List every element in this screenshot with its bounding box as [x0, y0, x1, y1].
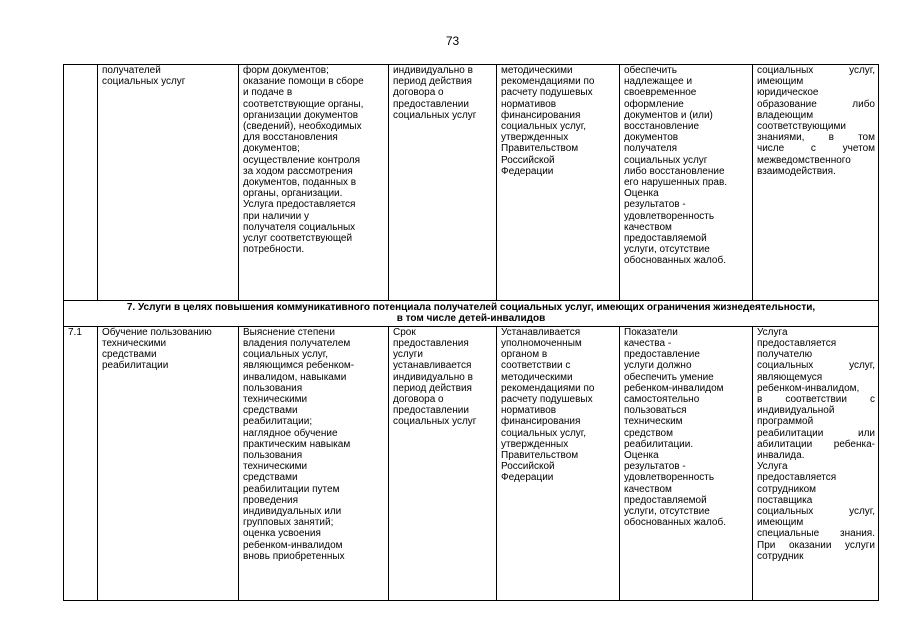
- condition-line: имеющим: [757, 517, 804, 529]
- service-description: Выяснение степени владения получателем социальных услуг, являющимся ребенком- инвалидом, навыками пользования техническими средствами реабилитации; наглядное обучение практическим навыкам пользования техническими средствами реабилитации путем проведения индивидуальных или групповых занятий; оценка усвоения ребенком-инвалидом вновь приобретенных: [239, 326, 389, 600]
- condition-line: программой: [757, 416, 814, 428]
- condition-line: имеющим: [757, 76, 804, 88]
- section-heading-line-1: 7. Услуги в целях повышения коммуникативного потенциала получателей социальных услуг, имеющих ограничения жизнедеятельности,: [126, 302, 816, 313]
- service-quality: Показатели качества - предоставление услуги должно обеспечить умение ребенком-инвалидом самостоятельно пользоваться техническим средством реабилитации. Оценка результатов - удовлетворенность качеством предоставляемой услуги, отсутствие обоснованных жалоб.: [620, 326, 753, 600]
- page-number: 73: [445, 34, 460, 48]
- condition-line: соответствующими: [757, 121, 846, 133]
- table-row-continued: [64, 65, 879, 301]
- row-number: [64, 65, 98, 301]
- section-heading: [64, 301, 879, 327]
- service-term: индивидуально в период действия договора о предоставлении социальных услуг: [389, 65, 497, 301]
- condition-line: владеющим: [757, 109, 814, 121]
- service-name: получателей социальных услуг: [98, 65, 239, 301]
- service-norms: Устанавливается уполномоченным органом в соответствии с методическими рекомендациями по расчету подушевых нормативов финансирования социальных услуг, утвержденных Правительством Российской Федерации: [497, 326, 620, 600]
- condition-line: инвалида.: [757, 450, 805, 462]
- section-heading-row: [64, 301, 879, 327]
- service-quality: обеспечить надлежащее и своевременное оформление документов и (или) восстановление документов получателя социальных услуг либо восстановление его нарушенных прав. Оценка результатов - удовлетворенность качеством предоставляемой услуги, отсутствие обоснованных жалоб.: [620, 65, 753, 301]
- condition-line: получателю: [757, 349, 813, 361]
- services-table: [63, 64, 879, 601]
- service-conditions: [753, 65, 879, 301]
- condition-line: индивидуальной: [757, 405, 835, 417]
- condition-line: знаниями, в том: [757, 132, 875, 144]
- service-name: Обучение пользованию техническими средствами реабилитации: [98, 326, 239, 600]
- condition-line: реабилитации или: [757, 427, 875, 439]
- service-description: форм документов; оказание помощи в сборе и подаче в соответствующие органы, организации документов (сведений), необходимых для восстановления документов; осуществление контроля за ходом рассмотрения документов, поданных в органы, организации. Услуга предоставляется при наличии у получателя социальных услуг соответствующей потребности.: [239, 65, 389, 301]
- condition-line: абилитации ребенка-: [757, 438, 875, 450]
- section-heading-line-2: в том числе детей-инвалидов: [396, 313, 546, 325]
- condition-line: ребенком-инвалидом,: [757, 382, 860, 394]
- condition-line: Услуга: [757, 461, 788, 473]
- row-number: 7.1: [64, 326, 98, 600]
- condition-line: взаимодействия.: [757, 165, 836, 177]
- condition-line: являющемуся: [757, 371, 823, 383]
- condition-line: социальных услуг,: [757, 506, 875, 518]
- condition-line: предоставляется: [757, 472, 837, 484]
- condition-line: При оказании услуги: [757, 539, 875, 551]
- condition-line: предоставляется: [757, 338, 837, 350]
- condition-line: сотрудником: [757, 483, 817, 495]
- table-row-7-1: [64, 326, 879, 600]
- condition-line: Услуга: [757, 326, 788, 338]
- condition-line: образование либо: [757, 98, 875, 110]
- condition-line: социальных услуг,: [757, 360, 875, 372]
- condition-line: юридическое: [757, 87, 819, 99]
- condition-line: в соответствии с: [757, 394, 875, 406]
- condition-line: поставщика: [757, 494, 813, 506]
- service-norms: методическими рекомендациями по расчету подушевых нормативов финансирования социальных услуг, утвержденных Правительством Российской Федерации: [497, 65, 620, 301]
- condition-line: числе с учетом: [757, 143, 875, 155]
- condition-line: специальные знания.: [757, 528, 875, 540]
- condition-line: межведомственного: [757, 154, 851, 166]
- service-term: Срок предоставления услуги устанавливается индивидуально в период действия договора о предоставлении социальных услуг: [389, 326, 497, 600]
- condition-line: социальных услуг,: [757, 65, 875, 76]
- condition-line: сотрудник: [757, 550, 804, 562]
- service-conditions: [753, 326, 879, 600]
